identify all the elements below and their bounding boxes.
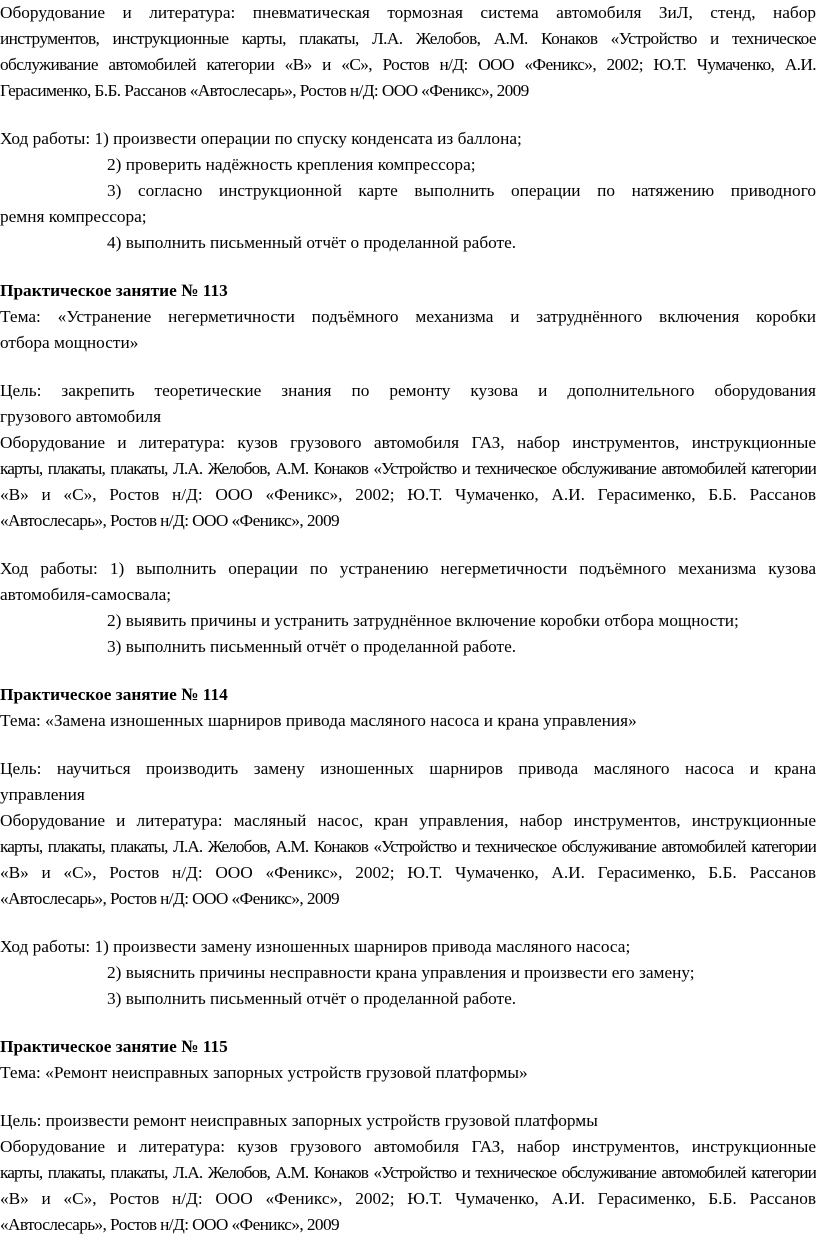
theme-line: Тема: «Устранение негерметичности подъёмного механизма и затруднённого включения коробки <box>0 307 816 326</box>
equipment-line: «В» и «С», Ростов н/Д: ООО «Феникс», 2002; Ю.Т. Чумаченко, А.И. Герасименко, Б.Б. Рассанов <box>0 863 816 882</box>
equipment-line: «В» и «С», Ростов н/Д: ООО «Феникс», 2002; Ю.Т. Чумаченко, А.И. Герасименко, Б.Б. Рассанов <box>0 1189 816 1208</box>
equipment-line: карты, плакаты, плакаты, Л.А. Желобов, А.М. Конаков «Устройство и техническое обслуживание автомобилей категории <box>0 459 816 478</box>
work-progress-line: Ход работы: 1) произвести операции по спуску конденсата из баллона; <box>0 129 522 148</box>
equipment-line: инструментов, инструкционные карты, плакаты, Л.А. Желобов, А.М. Конаков «Устройство и техническое <box>0 29 816 48</box>
equipment-line: «Автослесарь», Ростов н/Д: ООО «Феникс», 2009 <box>0 511 340 530</box>
equipment-line: «Автослесарь», Ростов н/Д: ООО «Феникс», 2009 <box>0 1215 340 1234</box>
lesson-title: Практическое занятие № 114 <box>0 685 228 704</box>
lesson-title: Практическое занятие № 113 <box>0 281 228 300</box>
goal-line: грузового автомобиля <box>0 407 162 426</box>
work-step: ремня компрессора; <box>0 207 147 226</box>
equipment-line: карты, плакаты, плакаты, Л.А. Желобов, А.М. Конаков «Устройство и техническое обслуживание автомобилей категории <box>0 1163 816 1182</box>
work-step: 2) выявить причины и устранить затруднённое включение коробки отбора мощности; <box>107 611 739 630</box>
equipment-line: «В» и «С», Ростов н/Д: ООО «Феникс», 2002; Ю.Т. Чумаченко, А.И. Герасименко, Б.Б. Рассанов <box>0 485 816 504</box>
work-step: 3) выполнить письменный отчёт о проделанной работе. <box>107 989 517 1008</box>
equipment-line: Оборудование и литература: кузов грузового автомобиля ГАЗ, набор инструментов, инструкционные <box>0 433 816 452</box>
work-step: 3) согласно инструкционной карте выполнить операции по натяжению приводного <box>107 181 816 200</box>
equipment-line: карты, плакаты, плакаты, Л.А. Желобов, А.М. Конаков «Устройство и техническое обслуживание автомобилей категории <box>0 837 816 856</box>
goal-line: управления <box>0 785 85 804</box>
equipment-line: «Автослесарь», Ростов н/Д: ООО «Феникс», 2009 <box>0 889 340 908</box>
equipment-line: Оборудование и литература: масляный насос, кран управления, набор инструментов, инструкционные <box>0 811 816 830</box>
work-step: 2) проверить надёжность крепления компрессора; <box>107 155 476 174</box>
goal-line: Цель: произвести ремонт неисправных запорных устройств грузовой платформы <box>0 1111 598 1130</box>
theme-line: Тема: «Ремонт неисправных запорных устройств грузовой платформы» <box>0 1063 528 1082</box>
goal-line: Цель: закрепить теоретические знания по ремонту кузова и дополнительного оборудования <box>0 381 816 400</box>
work-progress-line: Ход работы: 1) выполнить операции по устранению негерметичности подъёмного механизма кузова <box>0 559 816 578</box>
theme-line: отбора мощности» <box>0 333 139 352</box>
equipment-line: Оборудование и литература: пневматическая тормозная система автомобиля ЗиЛ, стенд, набор <box>0 3 816 22</box>
equipment-line: Оборудование и литература: кузов грузового автомобиля ГАЗ, набор инструментов, инструкционные <box>0 1137 816 1156</box>
work-step: 2) выяснить причины несправности крана управления и произвести его замену; <box>107 963 695 982</box>
equipment-line: Герасименко, Б.Б. Рассанов «Автослесарь», Ростов н/Д: ООО «Феникс», 2009 <box>0 81 529 100</box>
work-step: 4) выполнить письменный отчёт о проделанной работе. <box>107 233 517 252</box>
work-progress-line: Ход работы: 1) произвести замену изношенных шарниров привода масляного насоса; <box>0 937 631 956</box>
lesson-title: Практическое занятие № 115 <box>0 1037 228 1056</box>
goal-line: Цель: научиться производить замену изношенных шарниров привода масляного насоса и крана <box>0 759 816 778</box>
theme-line: Тема: «Замена изношенных шарниров привода масляного насоса и крана управления» <box>0 711 637 730</box>
work-progress-line: автомобиля-самосвала; <box>0 585 172 604</box>
work-step: 3) выполнить письменный отчёт о проделанной работе. <box>107 637 517 656</box>
equipment-line: обслуживание автомобилей категории «В» и «С», Ростов н/Д: ООО «Феникс», 2002; Ю.Т. Чумаченко, А.И. <box>0 55 816 74</box>
